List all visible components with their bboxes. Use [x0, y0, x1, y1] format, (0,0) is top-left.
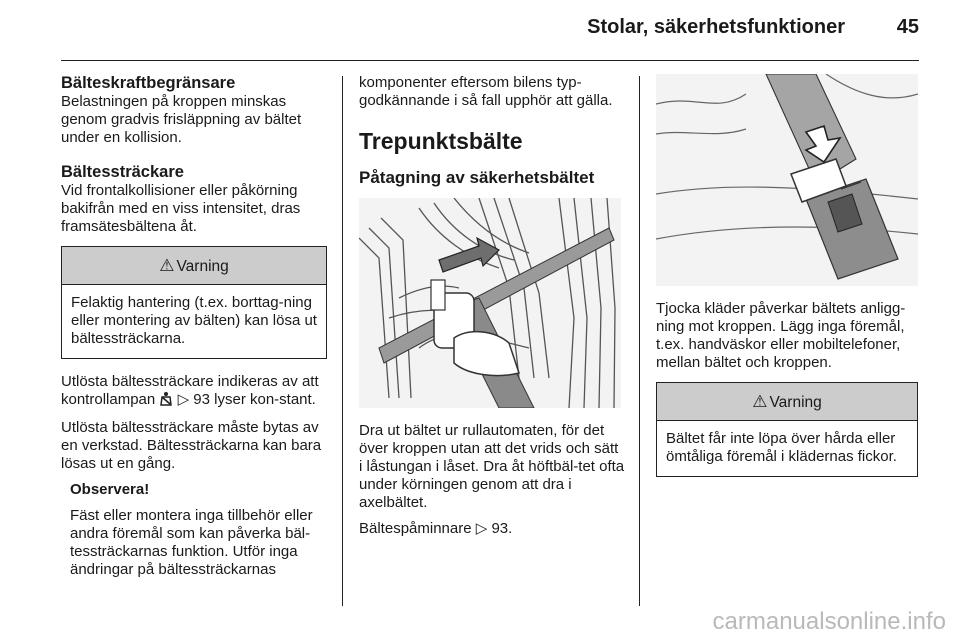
text-pretensioner: Vid frontalkollisioner eller påkörning bakifrån med en viss intensitet, dras framsätesbältena åt.	[61, 182, 301, 235]
heading-pretensioner: Bältessträckare	[61, 163, 184, 181]
warning-box-clothing	[656, 382, 918, 477]
text-belt-reminder	[359, 520, 625, 538]
page-ref-number: 93	[193, 391, 210, 408]
column-3	[656, 74, 918, 491]
reminder-page-ref: 93.	[491, 520, 513, 537]
warning-triangle-icon: ⚠	[159, 256, 175, 275]
header-rule	[61, 60, 919, 61]
warning-header	[62, 247, 326, 285]
warning-box-pretensioner	[61, 246, 327, 359]
text-triggered-indicator	[61, 373, 327, 411]
note-title: Observera!	[70, 481, 150, 498]
page-ref-arrow-icon: ▷	[177, 391, 190, 408]
warning-title: Varning	[176, 258, 229, 275]
text-continuation: komponenter eftersom bilens typ-godkännande i så fall upphör att gälla.	[359, 74, 613, 109]
page-number: 45	[896, 16, 919, 38]
note-body: Fäst eller montera inga tillbehör eller andra föremål som kan påverka bäl-tessträckarnas funktion. Utför inga ändringar på bältessträckarnas	[70, 507, 313, 578]
reminder-label: Bältespåminnare	[359, 520, 472, 537]
warning-header	[657, 383, 917, 421]
warning-body: Felaktig hantering (t.ex. borttag-ning eller montering av bälten) kan lösa ut bältessträckarna.	[71, 294, 317, 347]
column-divider-2	[639, 76, 640, 606]
text-triggered-b: lyser kon-stant.	[214, 391, 316, 408]
warning-body: Bältet får inte löpa över hårda eller ömtåliga föremål i klädernas fickor.	[666, 430, 897, 465]
illustration-buckle	[656, 74, 918, 286]
heading-three-point-belt: Trepunktsbälte	[359, 128, 523, 154]
heading-fastening-belt: Påtagning av säkerhetsbältet	[359, 168, 595, 187]
watermark: carmanualsonline.info	[712, 608, 946, 635]
column-2	[359, 74, 625, 546]
page-header	[0, 0, 960, 62]
text-fastening: Dra ut bältet ur rullautomaten, för det över kroppen utan att det vrids och sätt i låstungan i låset. Dra åt höftbäl-tet ofta under körningen genom att dra i axelbältet.	[359, 422, 625, 511]
column-divider-1	[342, 76, 343, 606]
illustration-fasten-belt	[359, 198, 621, 408]
note-block	[61, 481, 327, 579]
text-thick-clothing: Tjocka kläder påverkar bältets anligg-ning mot kroppen. Lägg inga föremål, t.ex. handväskor eller mobiltelefoner, mellan bältet och kroppen.	[656, 300, 906, 371]
warning-triangle-icon: ⚠	[752, 392, 768, 411]
text-replace: Utlösta bältessträckare måste bytas av en verkstad. Bältessträckarna kan bara lösas ut en gång.	[61, 419, 322, 472]
page-title: Stolar, säkerhetsfunktioner	[587, 16, 845, 38]
page-ref-arrow-icon: ▷	[475, 520, 488, 537]
heading-force-limiter: Bälteskraftbegränsare	[61, 74, 236, 92]
text-triggered-a: Utlösta bältessträckare indikeras av att kontrollampan	[61, 373, 319, 408]
text-force-limiter: Belastningen på kroppen minskas genom gradvis frisläppning av bältet under en kollision.	[61, 93, 302, 146]
column-1	[61, 74, 327, 587]
seatbelt-lamp-icon	[159, 391, 173, 411]
warning-title: Varning	[769, 394, 822, 411]
